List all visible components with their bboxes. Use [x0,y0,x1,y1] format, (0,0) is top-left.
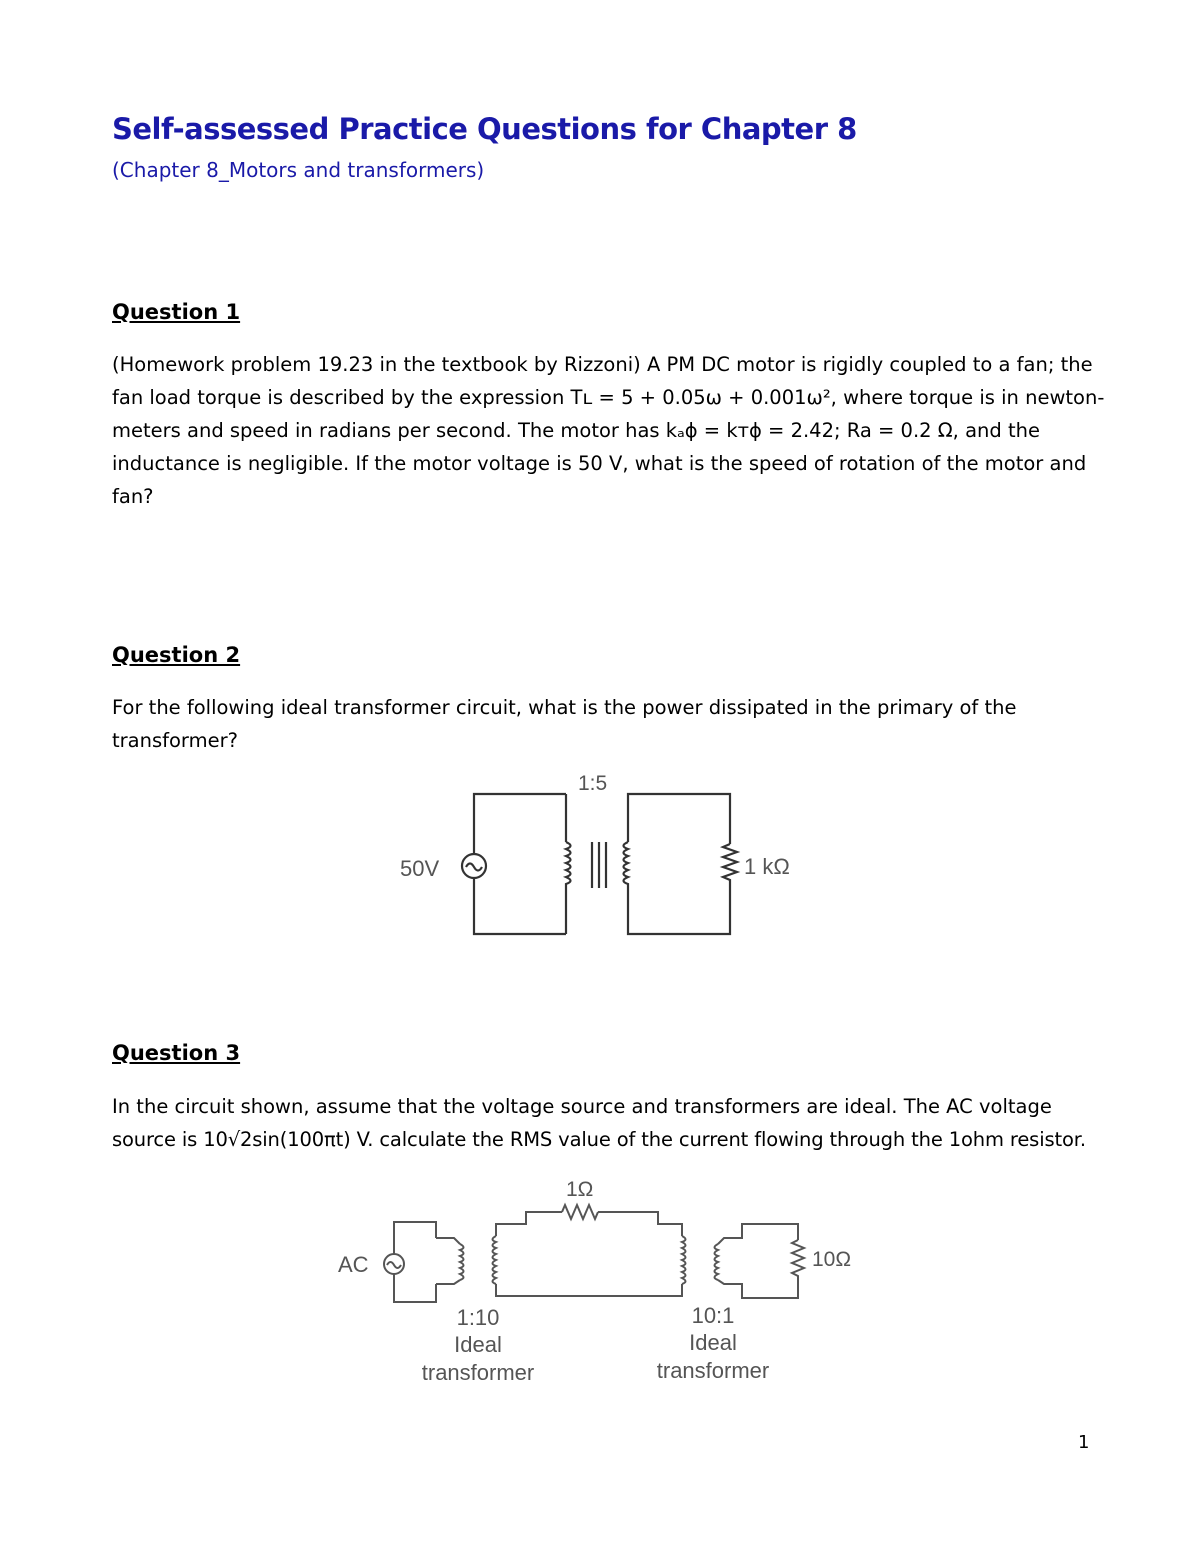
t1-ratio-label: 1:10 [456,1305,500,1330]
t1-type-label: Ideal [454,1332,502,1357]
question-1-line: meters and speed in radians per second. The motor has kₐϕ = kᴛϕ = 2.42; Ra = 0.2 Ω, and the [112,419,1040,442]
secondary-wire-top [628,794,730,844]
two-transformer-circuit-diagram [330,1168,890,1390]
question-2-line: For the following ideal transformer circuit, what is the power dissipated in the primary of the [112,696,1017,719]
t2-type-label: Ideal [689,1330,737,1355]
secondary-coil-icon [624,842,629,888]
load-resistor-icon [792,1240,804,1280]
t2-primary-coil-icon [682,1236,686,1284]
t2-ratio-label: 10:1 [691,1303,735,1328]
t2-type-label: transformer [656,1358,770,1383]
page-subtitle: (Chapter 8_Motors and transformers) [112,158,485,182]
question-1-line: fan load torque is described by the expression Tʟ = 5 + 0.05ω + 0.001ω², where torque is in newton- [112,386,1105,409]
series-resistor-label: 1Ω [566,1178,594,1201]
question-3-line: source is 10√2sin(100πt) V. calculate the RMS value of the current flowing through the 1ohm resistor. [112,1128,1086,1151]
question-1-text [112,348,1105,513]
primary-wire-top [474,794,566,854]
question-1-line: (Homework problem 19.23 in the textbook by Rizzoni) A PM DC motor is rigidly coupled to a fan; the [112,353,1093,376]
question-1-line: fan? [112,485,154,508]
question-3-text [112,1090,1102,1156]
primary-coil-icon [566,842,571,888]
secondary-wire-bottom [628,884,730,934]
question-2-line: transformer? [112,729,238,752]
t2-secondary-coil-icon [715,1244,719,1280]
load-resistance-label: 1 kΩ [744,854,790,879]
ac-source-label: AC [338,1252,369,1277]
resistor-icon [723,844,737,884]
question-1-line: inductance is negligible. If the motor voltage is 50 V, what is the speed of rotation of the motor and [112,452,1087,475]
turns-ratio-label: 1:5 [578,772,608,795]
t1-secondary-coil-icon [493,1236,497,1284]
question-3-line: In the circuit shown, assume that the voltage source and transformers are ideal. The AC voltage [112,1095,1052,1118]
t1-primary-coil-icon [460,1244,464,1280]
question-1-heading: Question 1 [112,300,241,324]
source-voltage-label: 50V [400,856,440,881]
series-resistor-icon [562,1205,598,1219]
question-2-text [112,691,1102,757]
question-2-heading: Question 2 [112,643,241,667]
question-3-heading: Question 3 [112,1041,241,1065]
page-title: Self-assessed Practice Questions for Chapter 8 [112,112,857,146]
primary-wire-bottom [474,878,566,934]
transformer-circuit-diagram [390,772,820,942]
page-number: 1 [1078,1432,1090,1453]
load-resistor-label: 10Ω [812,1248,852,1271]
t1-type-label: transformer [421,1360,535,1385]
